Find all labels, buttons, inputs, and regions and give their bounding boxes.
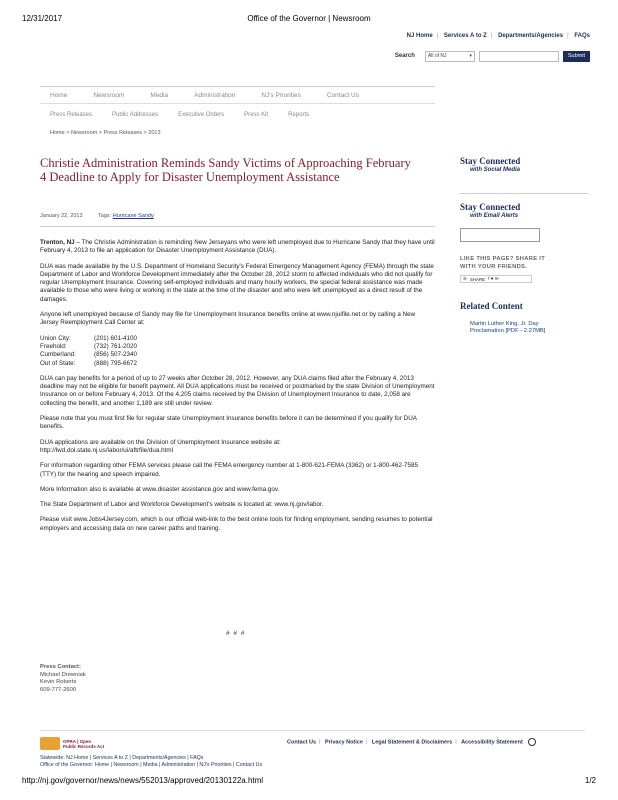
related-content-heading: Related Content <box>460 301 523 311</box>
email-input[interactable] <box>460 228 540 242</box>
print-title: Office of the Governor | Newsroom <box>247 14 371 23</box>
util-nav-departments[interactable]: Departments/Agencies <box>498 33 564 39</box>
list-item: Out of State: (888) 795-6672 <box>40 359 138 367</box>
utility-nav: NJ Home | Services A to Z | Departments/Agencies | FAQs <box>406 33 590 39</box>
footer-privacy[interactable]: Privacy Notice <box>325 739 363 746</box>
paragraph: DUA was made available by the U.S. Department of Homeland Security's Federal Emergency Management Agency (FEMA) through the state Department of Labor and Workforce Development immediately after the October 28, 2012 storm to affected individuals who did not qualify for regular Unemployment Insurance. Covering self-employed individuals and many hourly workers, the special federal assistance was made available to those who were living or working in the state at the time of the disaster and who were left unemployed as a direct result of the damages. <box>40 262 434 303</box>
article-meta <box>40 213 154 219</box>
footer-statewide-links[interactable]: Statewide: NJ Home | Services A to Z | Departments/Agencies | FAQs <box>40 755 204 761</box>
email-alerts-link[interactable]: with Email Alerts <box>470 213 519 219</box>
list-item: Union City: (201) 601-4100 <box>40 334 138 342</box>
print-header <box>22 14 596 26</box>
util-nav-services[interactable]: Services A to Z <box>443 33 487 39</box>
breadcrumb[interactable]: Home > Newsroom > Press Releases > 2013 <box>50 130 161 136</box>
footer-legal[interactable]: Legal Statement & Disclaimers <box>371 739 453 746</box>
print-url: http://nj.gov/governor/news/news/552013/approved/20130122a.html <box>22 776 264 785</box>
stay-connected-social-heading: Stay Connected <box>460 156 521 166</box>
footer-links: Contact Us | Privacy Notice | Legal Statement & Disclaimers | Accessibility Statement <box>287 738 536 746</box>
share-button[interactable]: ⊕ SHARE f ♥ ✉ <box>460 275 532 283</box>
tags-label: Tags: <box>98 213 112 219</box>
nav-contact[interactable]: Contact Us <box>326 91 359 99</box>
press-contact-heading: Press Contact: <box>40 664 81 670</box>
plus-icon: ⊕ <box>463 276 467 281</box>
footer-governor-links[interactable]: Office of the Governor: Home | Newsroom | Media | Administration | NJ's Priorities | Contact Us <box>40 762 263 768</box>
end-mark: # # # <box>226 630 246 637</box>
main-nav <box>40 86 435 104</box>
paragraph: DUA applications are available on the Division of Unemployment Insurance website at: http://lwd.dol.state.nj.us/labor/ui/aftrfile/dua.html <box>40 438 281 454</box>
social-media-link[interactable]: with Social Media <box>470 167 521 173</box>
call-center-list <box>40 335 435 368</box>
list-item: Freehold: (732) 761-2020 <box>40 342 138 350</box>
sidebar <box>460 156 588 335</box>
search-input[interactable] <box>479 51 559 62</box>
subnav-press-releases[interactable]: Press Releases <box>50 112 93 118</box>
chevron-down-icon: ▾ <box>469 53 472 59</box>
list-item: Cumberland: (856) 507-2340 <box>40 351 138 359</box>
article-date: January 22, 2013 <box>40 213 83 219</box>
opra-logo[interactable]: OPRA | Open Public Records Act <box>40 737 104 750</box>
paragraph: DUA can pay benefits for a period of up to 27 weeks after October 28, 2012. However, any DUA claims filed after the February 4, 2013 deadline may not be eligible for benefit payment. All DUA applications must be received or postmarked by the state Division of Unemployment Insurance on or before February 4, 2013. Of the 4,205 claims received by the Division of Unemployment Insurance to date, 2,058 are collecting the benefit, and another 1,189 are still under review. <box>40 374 435 407</box>
social-icons: f ♥ ✉ <box>488 276 499 281</box>
press-contact-name: Michael Drewniak <box>40 671 86 678</box>
paragraph: The State Department of Labor and Workforce Development's website is located at: www.nj.gov/labor. <box>40 501 324 509</box>
press-contact-phone: 609-777-2600 <box>40 686 77 693</box>
press-contact <box>40 664 86 694</box>
sub-nav <box>50 112 329 118</box>
subnav-reports[interactable]: Reports <box>288 112 310 118</box>
search-bar <box>395 50 590 62</box>
print-page-number: 1/2 <box>584 776 596 785</box>
lead-paragraph: Trenton, NJ – The Christie Administration is reminding New Jerseyans who were left unemployed due to Hurricane Sandy that they have until February 4, 2013 to file an application for Disaster Unemployment Assistance (DUA). <box>40 239 435 255</box>
paragraph: For information regarding other FEMA services please call the FEMA emergency number at 1-800-621-FEMA (3362) or 1-800-462-7585 (TTY) for the hearing and speech impaired. <box>40 462 418 478</box>
footer-text <box>40 755 262 769</box>
accessibility-icon[interactable] <box>528 738 536 746</box>
search-submit-button[interactable]: Submit <box>563 51 590 62</box>
print-date: 12/31/2017 <box>22 14 63 23</box>
divider <box>40 730 585 731</box>
divider <box>460 193 588 194</box>
footer-contact-us[interactable]: Contact Us <box>287 739 317 746</box>
divider <box>40 226 435 227</box>
nav-media[interactable]: Media <box>150 91 169 99</box>
subnav-public-addresses[interactable]: Public Addresses <box>112 112 159 118</box>
related-link[interactable]: Martin Luther King, Jr. Day Proclamation [PDF - 2.27MB] <box>470 321 546 335</box>
util-nav-faqs[interactable]: FAQs <box>574 33 590 39</box>
paragraph: Please visit www.Jobs4Jersey.com, which is our official web-link to the best online tools for finding employment, sending resumes to potential employers and accessing data on new career paths and training. <box>40 516 433 532</box>
nav-priorities[interactable]: NJ's Priorities <box>261 91 301 99</box>
press-contact-name: Kevin Roberts <box>40 679 77 686</box>
tag-link[interactable]: Hurricane Sandy <box>112 213 154 219</box>
opra-icon <box>40 737 60 750</box>
nav-home[interactable]: Home <box>50 91 68 99</box>
subnav-press-kit[interactable]: Press Kit <box>244 112 269 118</box>
paragraph: Anyone left unemployed because of Sandy may file for Unemployment Insurance benefits online at www.njuifile.net or by calling a New Jersey Reemployment Call Center at: <box>40 311 416 327</box>
nav-administration[interactable]: Administration <box>194 91 236 99</box>
nav-newsroom[interactable]: Newsroom <box>93 91 125 99</box>
footer-accessibility[interactable]: Accessibility Statement <box>461 739 523 746</box>
article-body <box>40 239 435 540</box>
dua-link[interactable]: http://lwd.dol.state.nj.us/labor/ui/aftrfile/dua.html <box>40 446 174 454</box>
stay-connected-email-heading: Stay Connected <box>460 202 521 212</box>
subnav-executive-orders[interactable]: Executive Orders <box>178 112 225 118</box>
share-prompt: LIKE THIS PAGE? SHARE IT WITH YOUR FRIENDS. <box>460 256 546 270</box>
page-title: Christie Administration Reminds Sandy Victims of Approaching February 4 Deadline to Apply for Disaster Unemployment Assistance <box>40 156 411 184</box>
paragraph: More Information also is available at www.disaster assistance.gov and www.fema.gov. <box>40 485 280 493</box>
util-nav-nj-home[interactable]: NJ Home <box>406 33 433 39</box>
search-label: Search <box>394 53 415 59</box>
paragraph: Please note that you must first file for regular state Unemployment Insurance benefits before it can be determined if you qualify for DUA benefits. <box>40 415 417 431</box>
print-footer <box>22 776 596 785</box>
search-scope-select[interactable]: All of NJ ▾ <box>425 51 475 62</box>
